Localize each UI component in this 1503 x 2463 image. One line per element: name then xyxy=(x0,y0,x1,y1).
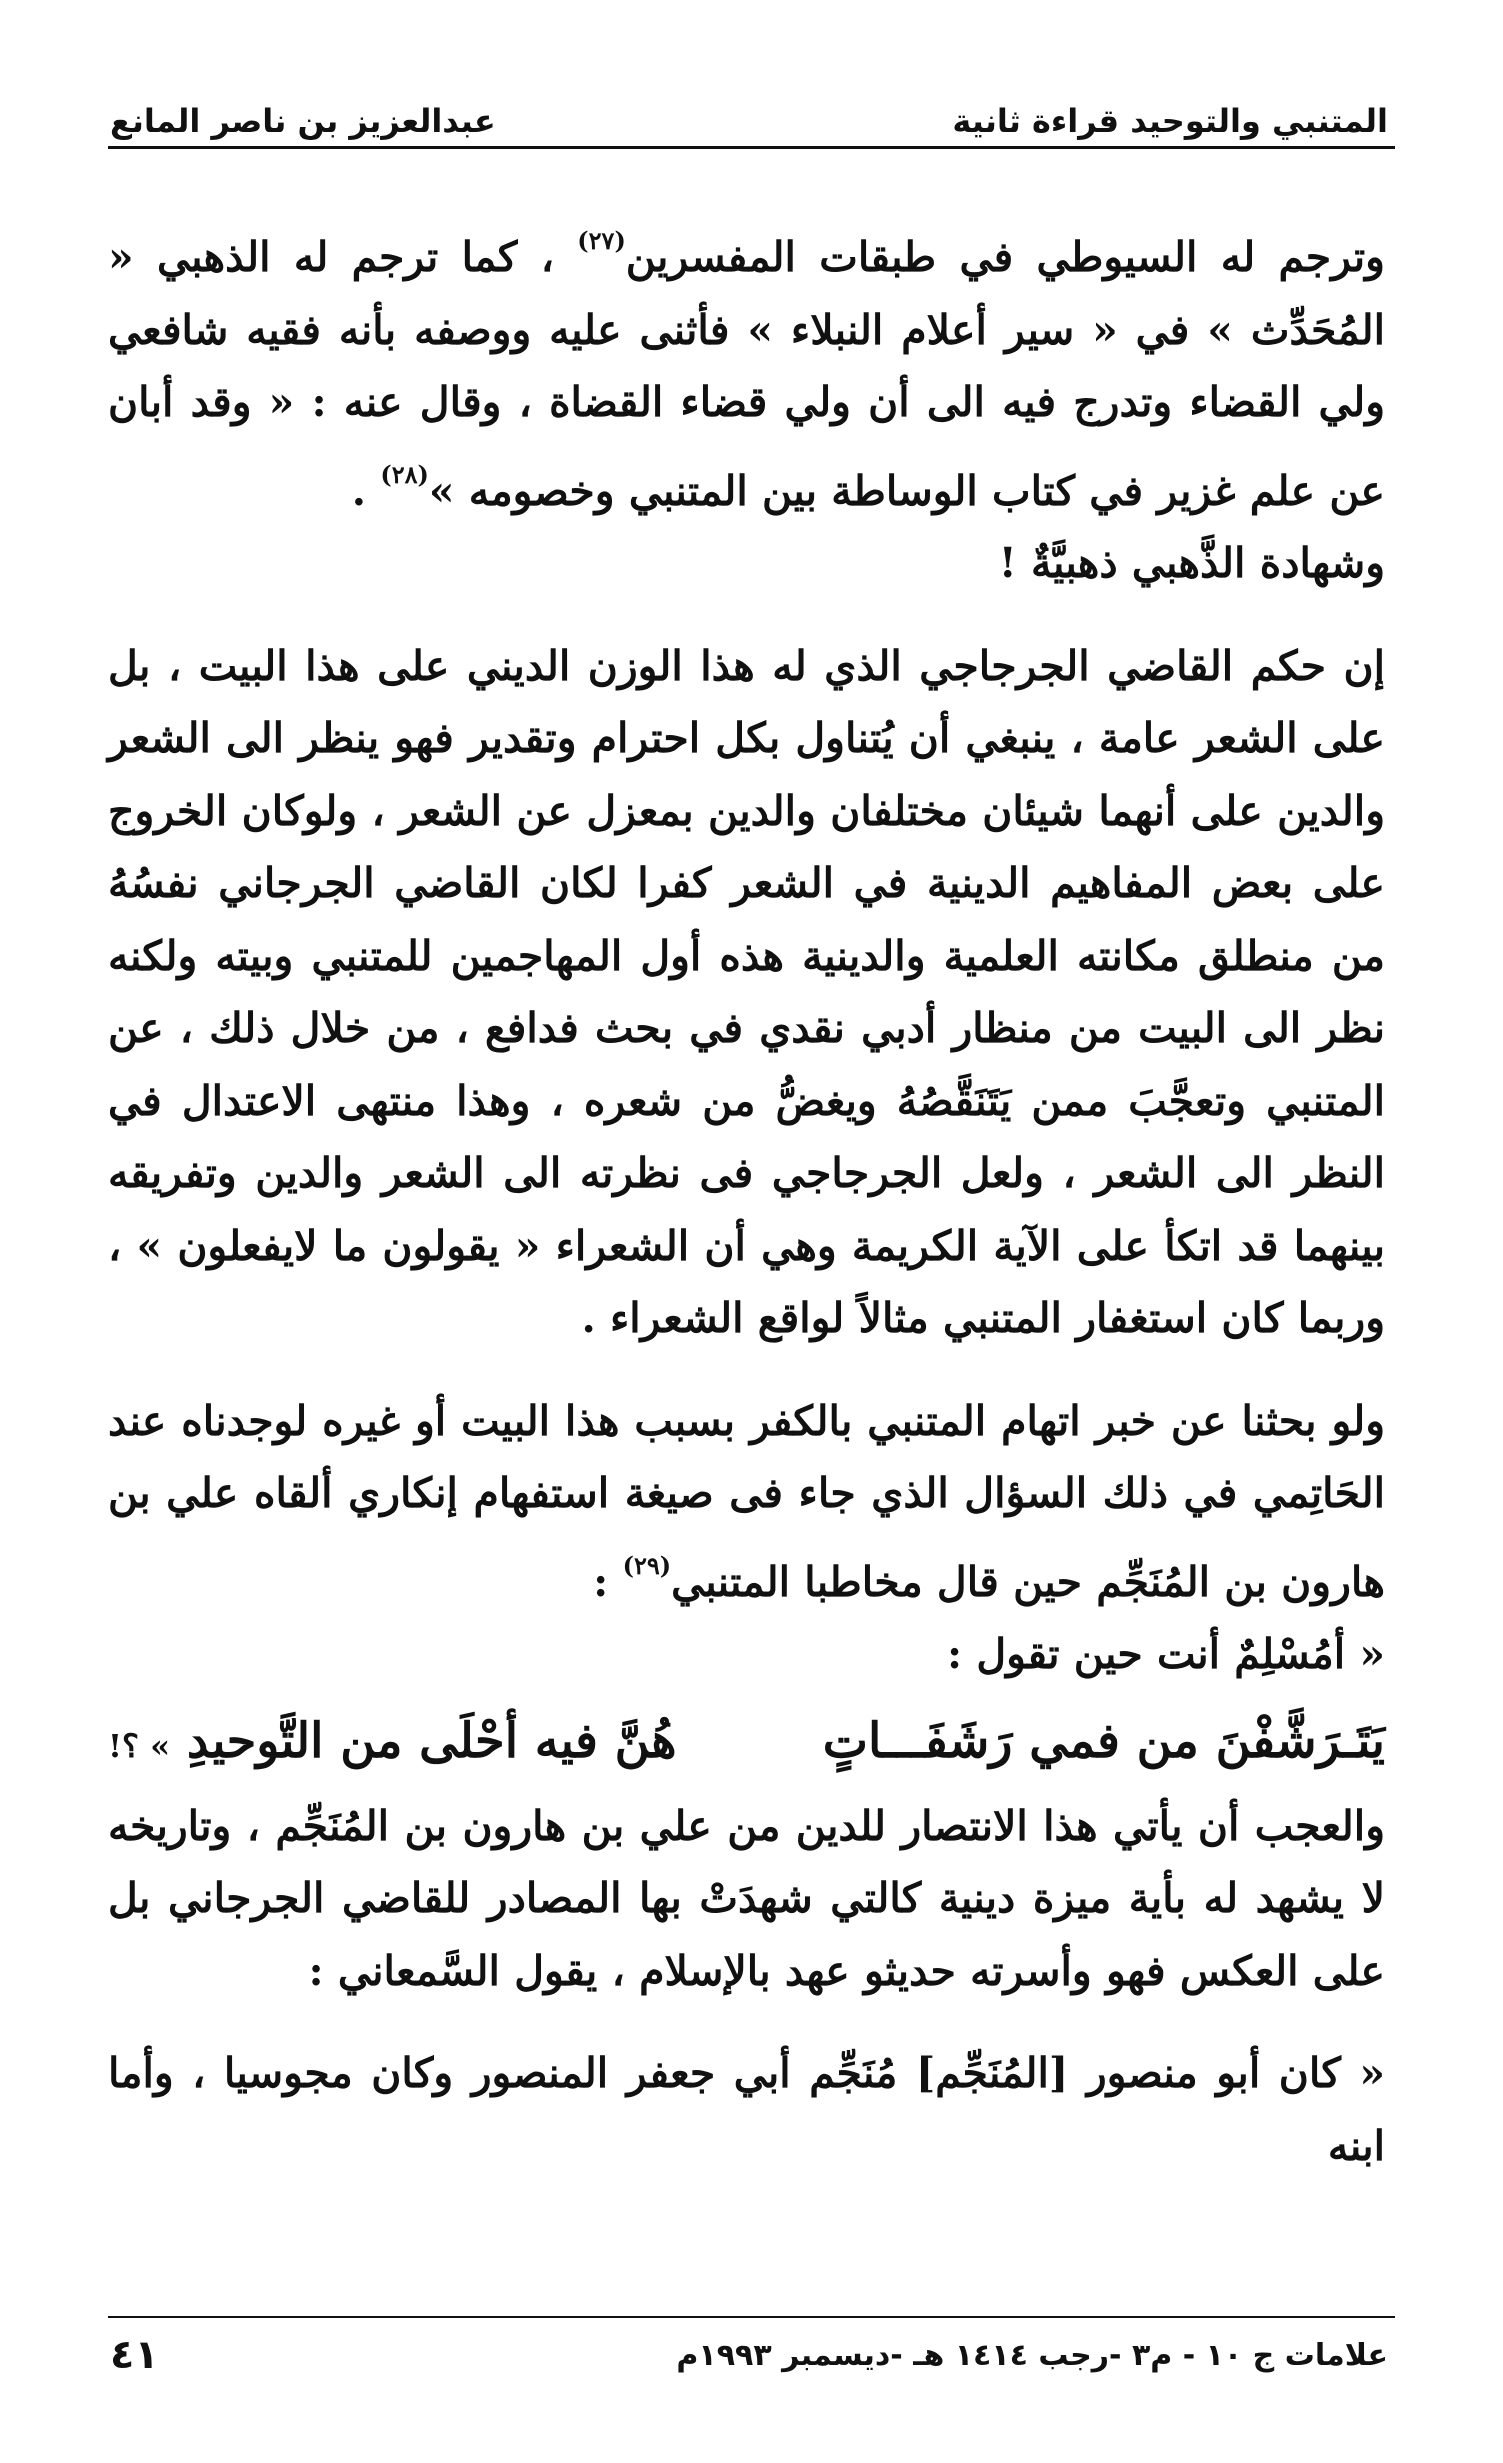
paragraph-6: والعجب أن يأتي هذا الانتصار للدين من علي بن هارون بن المُنَجِّم ، وتاريخه لا يشهد له بأية ميزة دينية كالتي شهدَتْ بها المصادر للقاضي الجرجاني بل على العكس فهو وأسرته حديثو عهد بالإسلام ، يقول السَّمعاني : xyxy=(108,1801,1385,1995)
footnote-ref-27: (٢٧) xyxy=(577,226,626,255)
verse-second-hemistich xyxy=(108,1697,677,1790)
paragraph-gap xyxy=(108,600,1385,630)
paragraph-1-text-c: . xyxy=(351,466,381,515)
paragraph-1-text-a: وترجم له السيوطي في طبقات المفسرين xyxy=(625,233,1385,281)
footer-rule xyxy=(108,2316,1395,2318)
paragraph-1-text-b: ، كما ترجم له الذهبي « المُحَدِّث » في « سير أعلام النبلاء » فأثنى عليه ووصفه بأنه فقيه شافعي ولي القضاء وتدرج فيه الى أن ولي قضاء القضاة ، وقال عنه : « وقد أبان عن علم غزير في كتاب الوساطة بين المتنبي وخصومه » xyxy=(108,233,1385,515)
paragraph-1 xyxy=(108,205,1385,527)
header-author: عبدالعزيز بن ناصر المانع xyxy=(110,102,496,140)
paragraph-2: وشهادة الذَّهبي ذهبيَّةٌ ! xyxy=(998,539,1385,587)
article-body xyxy=(108,205,1385,2182)
page-footer xyxy=(110,2320,1388,2390)
paragraph-4-text-b: : xyxy=(593,1557,623,1606)
footnote-ref-29: (٢٩) xyxy=(622,1550,672,1580)
paragraph-4 xyxy=(108,1385,1385,1619)
verse-second-text: هُنَّ فيه أحْلَى من التَّوحيدِ xyxy=(186,1712,677,1769)
running-header xyxy=(110,70,1388,146)
poem-verse xyxy=(108,1697,1385,1790)
verse-closing-mark: » ؟! xyxy=(108,1726,171,1765)
paragraph-3: إن حكم القاضي الجرجاجي الذي له هذا الوزن الديني على هذا البيت ، بل على الشعر عامة ، ينبغي أن يُتناول بكل احترام وتقدير فهو ينظر الى الشعر والدين على أنهما شيئان مختلفان والدين بمعزل عن الشعر ، ولوكان الخروج على بعض المفاهيم الدينية في الشعر كفرا لكان القاضي الجرجاني نفسُهُ من منطلق مكانته العلمية والدينية هذه أول المهاجمين للمتنبي وبيته ولكنه نظر الى البيت من منظار أدبي نقدي في بحث فدافع ، من خلال ذلك ، عن المتنبي وتعجَّبَ ممن يَتَنَقَّصُهُ ويغضُّ من شعره ، وهذا منتهى الاعتدال في النظر الى الشعر ، ولعل الجرجاجي فى نظرته الى الشعر والدين وتفريقه بينهما قد اتكأ على الآية الكريمة وهي أن الشعراء « يقولون ما لايفعلون » ، وربما كان استغفار المتنبي مثالاً لواقع الشعراء . xyxy=(108,641,1385,1342)
header-rule xyxy=(108,146,1395,149)
header-book-title: المتنبي والتوحيد قراءة ثانية xyxy=(952,102,1388,140)
paragraph-gap xyxy=(108,1355,1385,1385)
paragraph-4-text-a: ولو بحثنا عن خبر اتهام المتنبي بالكفر بسبب هذا البيت أو غيره لوجدناه عند الحَاتِمي في ذلك السؤال الذي جاء فى صيغة استفهام إنكاري ألقاه علي بن هارون بن المُنَجِّم حين قال مخاطبا المتنبي xyxy=(108,1396,1385,1606)
verse-first-hemistich: يَتَـرَشَّفْنَ من فمي رَشَفَـــاتٍ xyxy=(822,1712,1385,1769)
page-number: ٤١ xyxy=(110,2332,159,2378)
paragraph-7: « كان أبو منصور [المُنَجِّم] مُنَجِّم أبي جعفر المنصور وكان مجوسيا ، وأما ابنه xyxy=(108,2049,1385,2170)
paragraph-gap xyxy=(108,2007,1385,2037)
footnote-ref-28: (٢٨) xyxy=(380,459,429,489)
footer-citation: علامات ج ١٠ - م٣ -رجب ١٤١٤ هـ -ديسمبر ١٩٩٣م xyxy=(676,2337,1388,2373)
quote-intro: « أمُسْلِمٌ أنت حين تقول : xyxy=(946,1630,1385,1678)
